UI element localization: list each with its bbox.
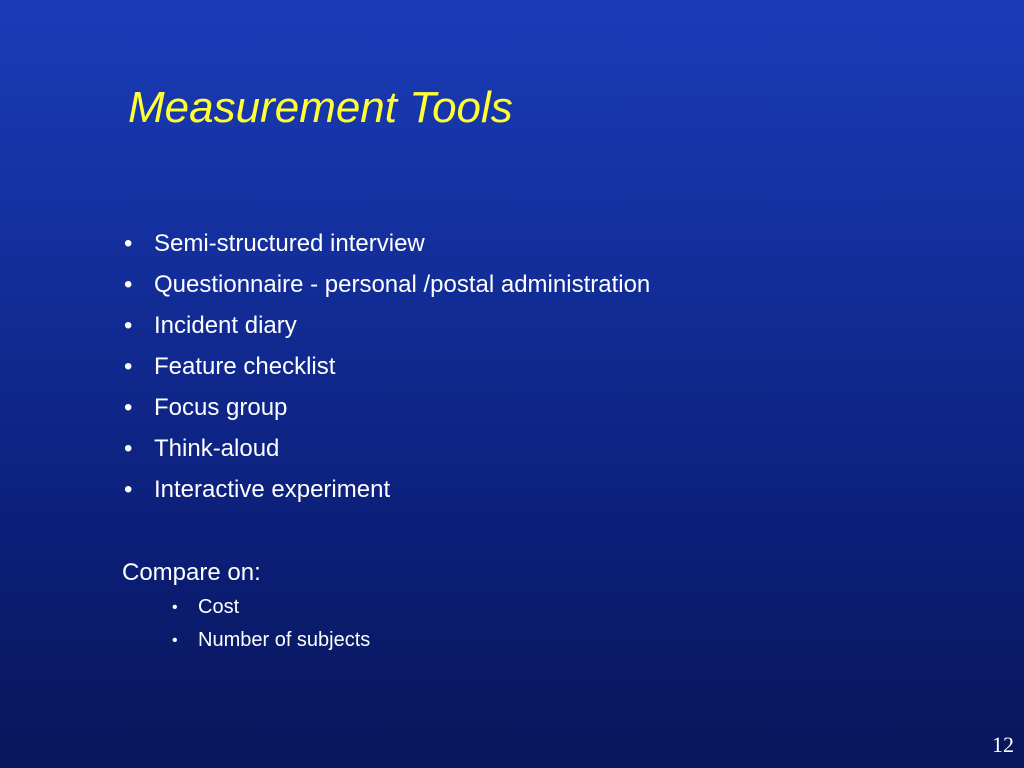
compare-heading: Compare on:: [122, 559, 261, 586]
bullet-icon: •: [124, 476, 133, 503]
list-item: [122, 346, 650, 387]
list-item-text: Focus group: [154, 394, 288, 421]
bullet-icon: •: [172, 632, 178, 649]
list-item: [170, 624, 370, 657]
slide-title: Measurement Tools: [128, 83, 513, 132]
list-item: [122, 428, 650, 469]
bullet-icon: •: [124, 312, 133, 339]
list-item-text: Feature checklist: [154, 353, 336, 380]
compare-list: [170, 591, 370, 657]
bullet-icon: •: [124, 271, 133, 298]
list-item: [122, 223, 650, 264]
page-number: 12: [992, 732, 1014, 757]
bullet-icon: •: [124, 394, 133, 421]
bullet-icon: •: [172, 599, 178, 616]
list-item: [122, 469, 650, 510]
list-item: [170, 591, 370, 624]
list-item-text: Incident diary: [154, 312, 297, 339]
list-item: [122, 387, 650, 428]
list-item: [122, 264, 650, 305]
list-item: [122, 305, 650, 346]
bullet-icon: •: [124, 435, 133, 462]
bullet-icon: •: [124, 353, 133, 380]
list-item-text: Number of subjects: [198, 629, 371, 651]
list-item-text: Cost: [198, 596, 240, 618]
bullet-icon: •: [124, 230, 133, 257]
list-item-text: Interactive experiment: [154, 476, 391, 503]
list-item-text: Think-aloud: [154, 435, 280, 462]
tools-list: [122, 223, 650, 510]
list-item-text: Questionnaire - personal /postal administration: [154, 271, 651, 298]
list-item-text: Semi-structured interview: [154, 230, 425, 257]
